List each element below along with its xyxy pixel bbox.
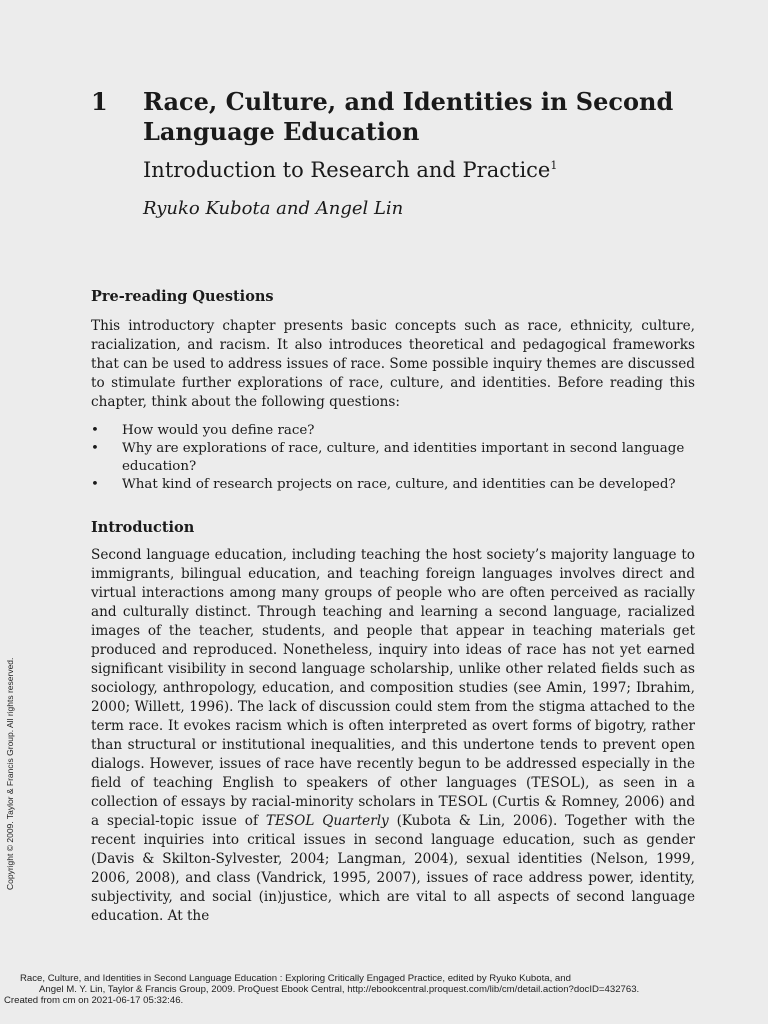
chapter-authors: Ryuko Kubota and Angel Lin — [143, 198, 404, 219]
footer-line-2: Angel M. Y. Lin, Taylor & Francis Group, 2009. ProQuest Ebook Central, http://ebookcentral.proquest.com/lib/cm/detail.action?docID=432763. — [39, 984, 640, 995]
footnote-marker: 1 — [550, 159, 558, 172]
introduction-paragraph — [91, 546, 695, 926]
intro-text-part2: (Kubota & Lin, 2006). Together with the recent inquiries into critical issues in second language education, such as gender (Davis & Skilton-Sylvester, 2004; Langman, 2004), sexual identities (Nelson, 1999, 2006, 2008), and class (Vandrick, 1995, 2007), issues of race address power, identity, subjectivity, and social (in)justice, which are vital to all aspects of second language education. At the — [91, 813, 695, 924]
side-copyright-notice: Copyright © 2009. Taylor & Francis Group. All rights reserved. — [5, 657, 15, 890]
introduction-heading: Introduction — [91, 519, 195, 536]
footer-line-3: Created from cm on 2021-06-17 05:32:46. — [4, 995, 184, 1006]
journal-title: TESOL Quarterly — [265, 813, 389, 829]
list-item: • How would you define race? — [91, 422, 695, 440]
list-item: • What kind of research projects on race, culture, and identities can be developed? — [91, 476, 695, 494]
list-item: • Why are explorations of race, culture, and identities important in second language education? — [91, 440, 695, 476]
footer-line-1: Race, Culture, and Identities in Second Language Education : Exploring Critically Engaged Practice, edited by Ryuko Kubota, and — [20, 973, 571, 984]
prereading-paragraph: This introductory chapter presents basic concepts such as race, ethnicity, culture, racialization, and racism. It also introduces theoretical and pedagogical frameworks that can be used to address issues of race. Some possible inquiry themes are discussed to stimulate further explorations of race, culture, and identities. Before reading this chapter, think about the following questions: — [91, 318, 695, 410]
chapter-title: Race, Culture, and Identities in Second Language Education — [143, 87, 674, 146]
subtitle-text: Introduction to Research and Practice — [143, 158, 551, 182]
prereading-question-list — [91, 422, 695, 494]
prereading-heading: Pre-reading Questions — [91, 288, 274, 305]
chapter-subtitle — [143, 152, 557, 184]
intro-text-part1: Second language education, including teaching the host society’s majority language to immigrants, bilingual education, and teaching foreign languages involves direct and virtual interactions among many groups of people who are often perceived as racially and culturally distinct. Through teaching and learning a second language, racialized images of the teacher, students, and people that appear in teaching materials get produced and reproduced. Nonetheless, inquiry into ideas of race has not yet earned significant visibility in second language scholarship, unlike other related fields such as sociology, anthropology, education, and composition studies (see Amin, 1997; Ibrahim, 2000; Willett, 1996). The lack of discussion could stem from the stigma attached to the term race. It evokes racism which is often interpreted as overt forms of bigotry, rather than structural or institutional inequalities, and this undertone tends to prevent open dialogs. However, issues of race have recently begun to be addressed especially in the field of teaching English to speakers of other languages (TESOL), as seen in a collection of essays by racial-minority scholars in TESOL (Curtis & Romney, 2006) and a special-topic issue of — [91, 547, 695, 829]
page-footer — [4, 973, 764, 1006]
chapter-number: 1 — [91, 87, 108, 116]
